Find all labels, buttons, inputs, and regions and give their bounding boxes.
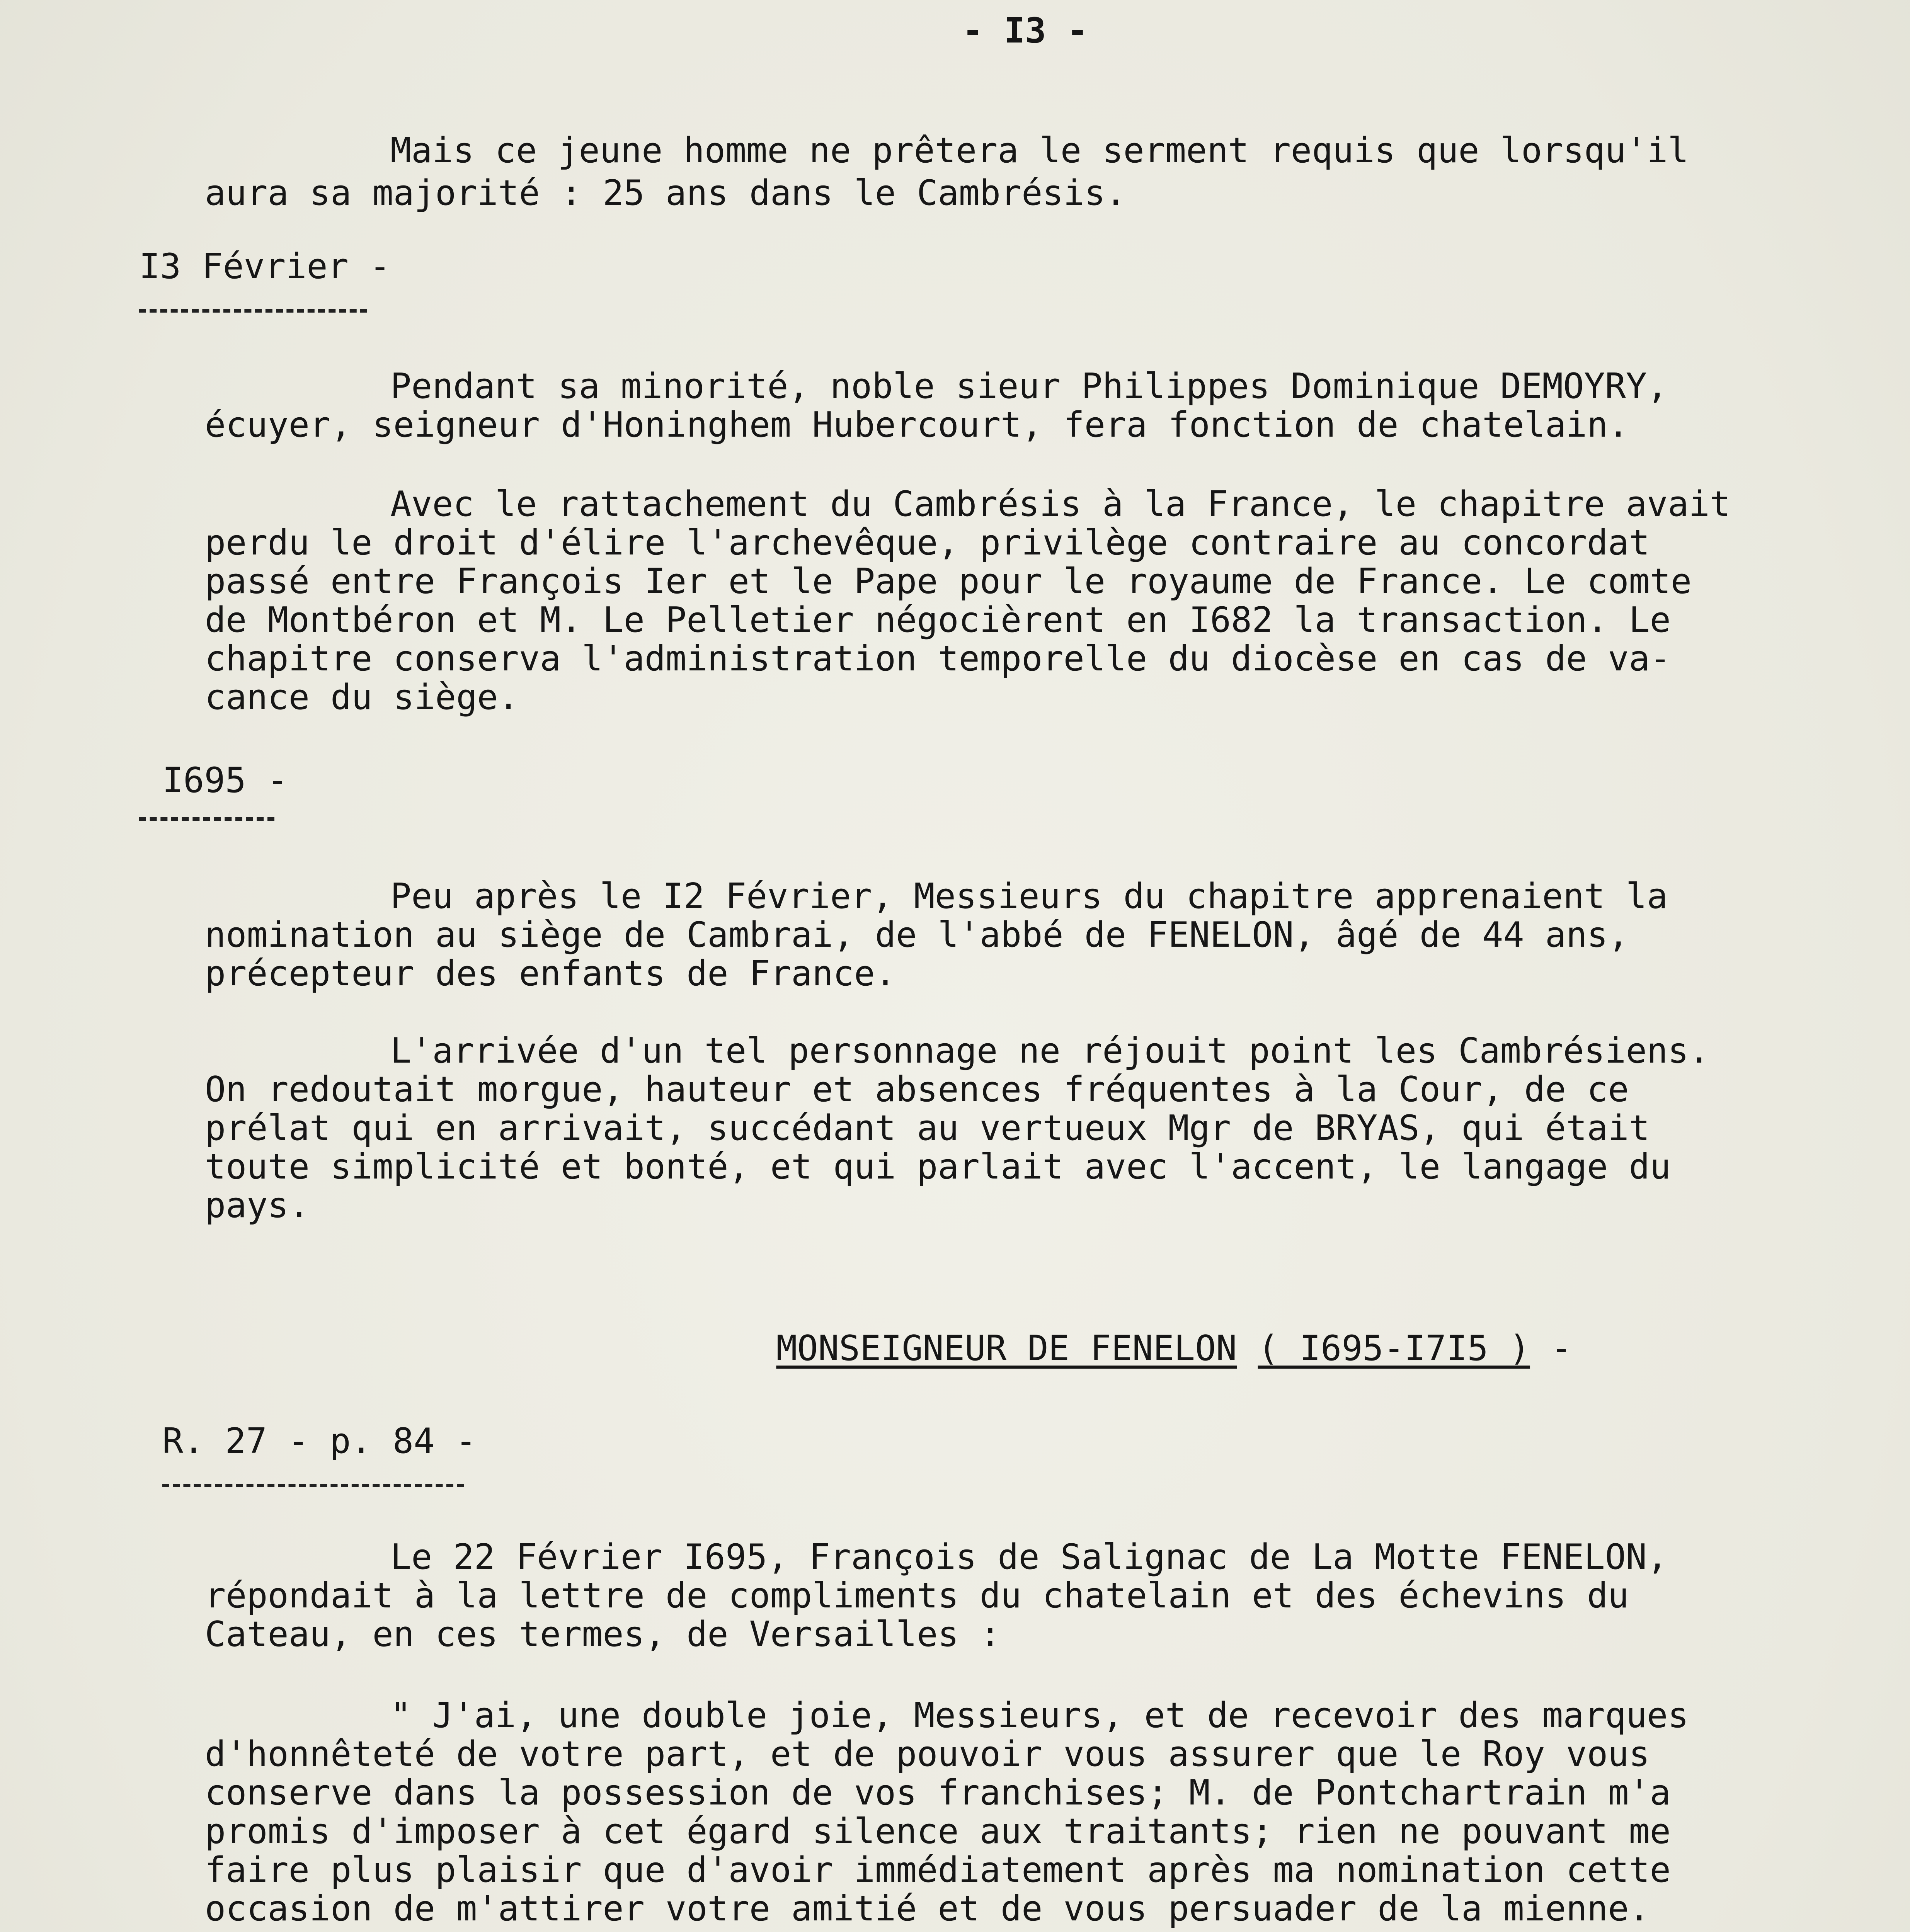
text-line: Peu après le I2 Février, Messieurs du chapitre apprenaient la <box>390 876 1668 917</box>
section-heading: I3 Février - <box>139 246 391 287</box>
text-line: de Montbéron et M. Le Pelletier négocièrent en I682 la transaction. Le <box>205 600 1671 640</box>
section-title-suffix: - <box>1551 1328 1572 1369</box>
text-line: Avec le rattachement du Cambrésis à la France, le chapitre avait <box>390 484 1731 524</box>
text-line: nomination au siège de Cambrai, de l'abbé de FENELON, âgé de 44 ans, <box>205 915 1629 955</box>
section-heading: I695 - <box>162 760 288 801</box>
text-line: Cateau, en ces termes, de Versailles : <box>205 1614 1001 1655</box>
heading-underline <box>162 1484 464 1487</box>
text-line: perdu le droit d'élire l'archevêque, privilège contraire au concordat <box>205 522 1650 563</box>
text-line: pays. <box>205 1185 310 1226</box>
text-line: faire plus plaisir que d'avoir immédiatement après ma nomination cette <box>205 1850 1671 1890</box>
text-line: d'honnêteté de votre part, et de pouvoir vous assurer que le Roy vous <box>205 1734 1650 1774</box>
text-line: Le 22 Février I695, François de Salignac de La Motte FENELON, <box>390 1537 1668 1577</box>
text-line: prélat qui en arrivait, succédant au vertueux Mgr de BRYAS, qui était <box>205 1108 1650 1148</box>
text-line: passé entre François Ier et le Pape pour le royaume de France. Le comte <box>205 561 1692 602</box>
text-line: toute simplicité et bonté, et qui parlait avec l'accent, le langage du <box>205 1146 1671 1187</box>
text-line: L'arrivée d'un tel personnage ne réjouit point les Cambrésiens. <box>390 1031 1710 1071</box>
section-title-dates: ( I695-I7I5 ) <box>1258 1328 1530 1369</box>
page-number: - I3 - <box>962 10 1088 51</box>
text-line: précepteur des enfants de France. <box>205 953 896 994</box>
text-line: chapitre conserva l'administration temporelle du diocèse en cas de va- <box>205 638 1671 679</box>
text-line: Mais ce jeune homme ne prêtera le serment requis que lorsqu'il <box>390 130 1689 171</box>
text-line: répondait à la lettre de compliments du chatelain et des échevins du <box>205 1575 1629 1616</box>
text-line: conserve dans la possession de vos franchises; M. de Pontchartrain m'a <box>205 1772 1671 1813</box>
heading-underline <box>139 309 367 313</box>
text-line: cance du siège. <box>205 677 519 718</box>
text-line: occasion de m'attirer votre amitié et de vous persuader de la mienne. <box>205 1888 1650 1929</box>
text-line: aura sa majorité : 25 ans dans le Cambrésis. <box>205 173 1127 213</box>
text-line: Pendant sa minorité, noble sieur Philippes Dominique DEMOYRY, <box>390 366 1668 406</box>
section-title <box>734 1291 1572 1368</box>
section-heading: R. 27 - p. 84 - <box>162 1421 477 1461</box>
heading-underline <box>139 817 274 821</box>
section-title-text: MONSEIGNEUR DE FENELON <box>776 1328 1237 1369</box>
text-line: écuyer, seigneur d'Honinghem Hubercourt, fera fonction de chatelain. <box>205 405 1629 445</box>
text-line: " J'ai, une double joie, Messieurs, et de recevoir des marques <box>390 1695 1689 1736</box>
text-line: promis d'imposer à cet égard silence aux traitants; rien ne pouvant me <box>205 1811 1671 1852</box>
text-line: On redoutait morgue, hauteur et absences fréquentes à la Cour, de ce <box>205 1069 1629 1110</box>
